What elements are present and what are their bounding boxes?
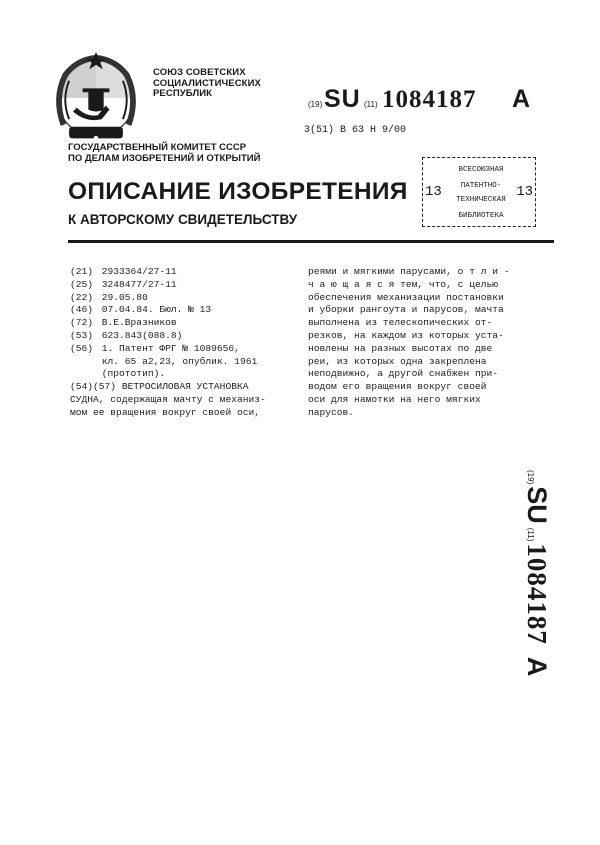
claim-line: реи, из которых одна закреплена (308, 355, 487, 367)
stamp-line: ПАТЕНТНО- (460, 182, 502, 190)
biblio-text: 2933364/27-11 (101, 266, 177, 277)
title-rule (68, 240, 554, 243)
claim-line: СУДНА, содержащая мачту с механиз- (70, 393, 266, 405)
ipc-classification: 3(51) B 63 H 9/00 (304, 125, 407, 136)
code-11: (11) (364, 100, 378, 109)
vertical-code-19: (19) (526, 470, 535, 485)
committee-line: ГОСУДАРСТВЕННЫЙ КОМИТЕТ СССР (68, 142, 247, 153)
biblio-row (70, 368, 266, 381)
biblio-code: (53) (70, 329, 94, 341)
vertical-code-11: (11) (526, 527, 535, 542)
vertical-kind-code: A (522, 656, 552, 677)
claim-line: реями и мягкими парусами, о т л и - (308, 266, 510, 277)
biblio-code: (25) (70, 278, 94, 290)
biblio-row (70, 343, 266, 356)
stamp-number-right: 13 (516, 184, 533, 200)
biblio-row (70, 317, 266, 330)
biblio-code: (46) (70, 304, 94, 316)
claim-line: (54)(57) ВЕТРОСИЛОВАЯ УСТАНОВКА (70, 381, 249, 393)
organization-line: СОЦИАЛИСТИЧЕСКИХ (153, 77, 261, 89)
biblio-text: 623.843(088.8) (101, 329, 183, 341)
claim-line: мом ее вращения вокруг своей оси, (70, 406, 260, 418)
biblio-row (70, 292, 266, 305)
claim-line: оси для намотки на него мягких (308, 393, 481, 405)
claim-line: новлены на разных высотах по две (308, 342, 493, 354)
biblio-row (70, 304, 266, 317)
claim-line: и уборки рангоута и парусов, мачта (308, 304, 504, 316)
biblio-code: (21) (70, 266, 94, 277)
library-stamp (422, 157, 536, 227)
biblio-text: кл. 65 a2,23, опублик. 1961 (101, 355, 258, 367)
biblio-row (70, 356, 266, 369)
biblio-text: (прототип). (101, 368, 166, 380)
vertical-country-code: SU (522, 486, 552, 524)
biblio-code: (56) (70, 342, 94, 354)
biblio-row (70, 330, 266, 343)
claim-line: резков, на каждом из которых уста- (308, 329, 504, 341)
biblio-text: 3248477/27-11 (101, 278, 177, 290)
claim-continuation (308, 266, 510, 420)
claim-line: парусов. (308, 406, 355, 418)
vertical-patent-number-text (521, 470, 552, 676)
stamp-number-left: 13 (425, 184, 442, 200)
committee-name (68, 143, 260, 164)
state-emblem-icon (48, 50, 144, 146)
committee-line: ПО ДЕЛАМ ИЗОБРЕТЕНИЙ И ОТКРЫТИЙ (68, 152, 261, 164)
claim-line: выполнена из телескопических от- (308, 317, 493, 329)
biblio-text: 29.05.80 (101, 291, 148, 303)
biblio-text: 07.04.84. Бюл. № 13 (101, 304, 212, 316)
stamp-line: ТЕХНИЧЕСКАЯ (456, 196, 506, 204)
patent-number: 1084187 (382, 86, 477, 113)
stamp-line: БИБЛИОТЕКА (458, 212, 504, 220)
bibliographic-data (70, 266, 266, 420)
organization-line: РЕСПУБЛИК (153, 88, 213, 99)
stamp-line: ВСЕСОЮЗНАЯ (458, 166, 504, 174)
organization-name (153, 68, 261, 100)
biblio-code: (72) (70, 317, 94, 329)
document-subtitle: К АВТОРСКОМУ СВИДЕТЕЛЬСТВУ (68, 212, 298, 227)
claim-line: водом его вращения вокруг своей (308, 381, 487, 393)
biblio-text: В.Е.Вразников (101, 317, 177, 329)
organization-line: СОЮЗ СОВЕТСКИХ (153, 67, 246, 78)
claim-line: обеспечения механизации постановки (308, 291, 504, 303)
biblio-row (70, 279, 266, 292)
vertical-patent-number (504, 470, 564, 710)
code-19: (19) (308, 100, 323, 109)
document-title: ОПИСАНИЕ ИЗОБРЕТЕНИЯ (68, 178, 408, 205)
vertical-patent-number-digits: 1084187 (522, 543, 552, 645)
biblio-code: (22) (70, 291, 94, 303)
biblio-text: 1. Патент ФРГ № 1089656, (101, 342, 240, 354)
claim-line: ч а ю щ а я с я тем, что, с целью (308, 278, 498, 290)
claim-line: неподвижно, а другой снабжен при- (308, 368, 498, 380)
biblio-row (70, 266, 266, 279)
kind-code: A (512, 85, 531, 113)
country-code: SU (324, 85, 361, 113)
